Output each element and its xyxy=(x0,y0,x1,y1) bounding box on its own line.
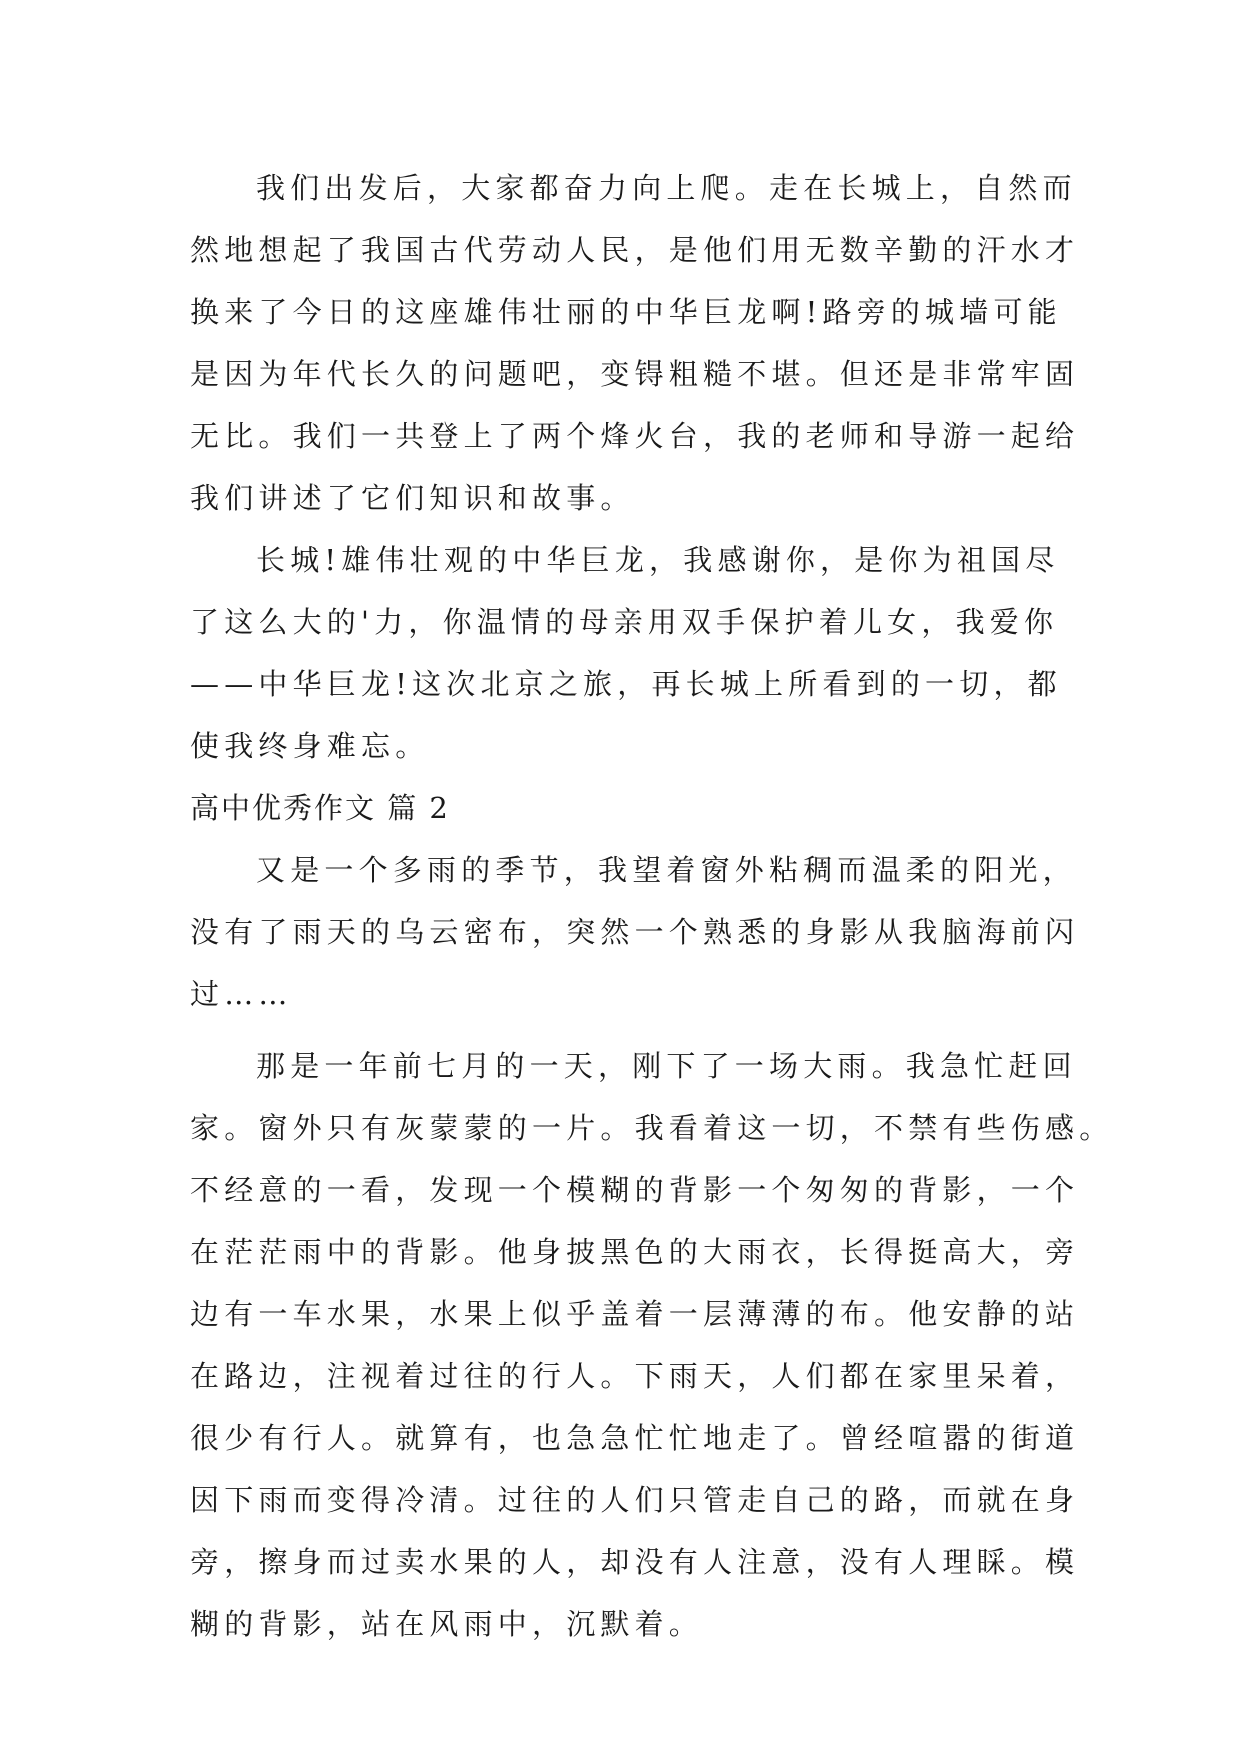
text-line: 换来了今日的这座雄伟壮丽的中华巨龙啊!路旁的城墙可能 xyxy=(190,295,1062,329)
text-line: 我们出发后，大家都奋力向上爬。走在长城上，自然而 xyxy=(256,171,1077,205)
text-line: 了这么大的'力，你温情的母亲用双手保护着儿女，我爱你 xyxy=(190,605,1059,639)
text-line: 家。窗外只有灰蒙蒙的一片。我看着这一切，不禁有些伤感。 xyxy=(190,1111,1114,1145)
text-line: 旁，擦身而过卖水果的人，却没有人注意，没有人理睬。模 xyxy=(190,1545,1080,1579)
text-line: 又是一个多雨的季节，我望着窗外粘稠而温柔的阳光， xyxy=(256,853,1077,887)
text-line: 使我终身难忘。 xyxy=(190,729,430,763)
paragraph-rainy-season xyxy=(190,839,1080,1025)
document-body xyxy=(190,157,1114,1655)
text-line: 然地想起了我国古代劳动人民，是他们用无数辛勤的汗水才 xyxy=(190,233,1080,267)
text-line: ——中华巨龙!这次北京之旅，再长城上所看到的一切，都 xyxy=(190,667,1062,701)
text-line: 无比。我们一共登上了两个烽火台，我的老师和导游一起给 xyxy=(190,419,1080,453)
paragraph-gap xyxy=(190,1025,1052,1035)
paragraph-fruit-seller xyxy=(190,1035,1114,1655)
text-line: 因下雨而变得冷清。过往的人们只管走自己的路，而就在身 xyxy=(190,1483,1080,1517)
text-line: 没有了雨天的乌云密布，突然一个熟悉的身影从我脑海前闪 xyxy=(190,915,1080,949)
text-line: 边有一车水果，水果上似乎盖着一层薄薄的布。他安静的站 xyxy=(190,1297,1080,1331)
paragraph-great-wall-praise xyxy=(190,529,1062,777)
text-line: 在路边，注视着过往的行人。下雨天，人们都在家里呆着， xyxy=(190,1359,1080,1393)
text-line: 过…… xyxy=(190,977,293,1011)
text-line: 是因为年代长久的问题吧，变锝粗糙不堪。但还是非常牢固 xyxy=(190,357,1080,391)
text-line: 那是一年前七月的一天，刚下了一场大雨。我急忙赶回 xyxy=(256,1049,1077,1083)
text-line: 我们讲述了它们知识和故事。 xyxy=(190,481,635,515)
paragraph-great-wall-climb xyxy=(190,157,1080,529)
text-line: 很少有行人。就算有，也急急忙忙地走了。曾经喧嚣的街道 xyxy=(190,1421,1080,1455)
text-line: 在茫茫雨中的背影。他身披黑色的大雨衣，长得挺高大，旁 xyxy=(190,1235,1080,1269)
section-heading xyxy=(190,777,1052,839)
text-line: 长城!雄伟壮观的中华巨龙，我感谢你，是你为祖国尽 xyxy=(256,543,1060,577)
section-heading-text: 高中优秀作文 篇 2 xyxy=(190,791,450,825)
text-line: 糊的背影，站在风雨中，沉默着。 xyxy=(190,1607,704,1641)
text-line: 不经意的一看，发现一个模糊的背影一个匆匆的背影，一个 xyxy=(190,1173,1080,1207)
